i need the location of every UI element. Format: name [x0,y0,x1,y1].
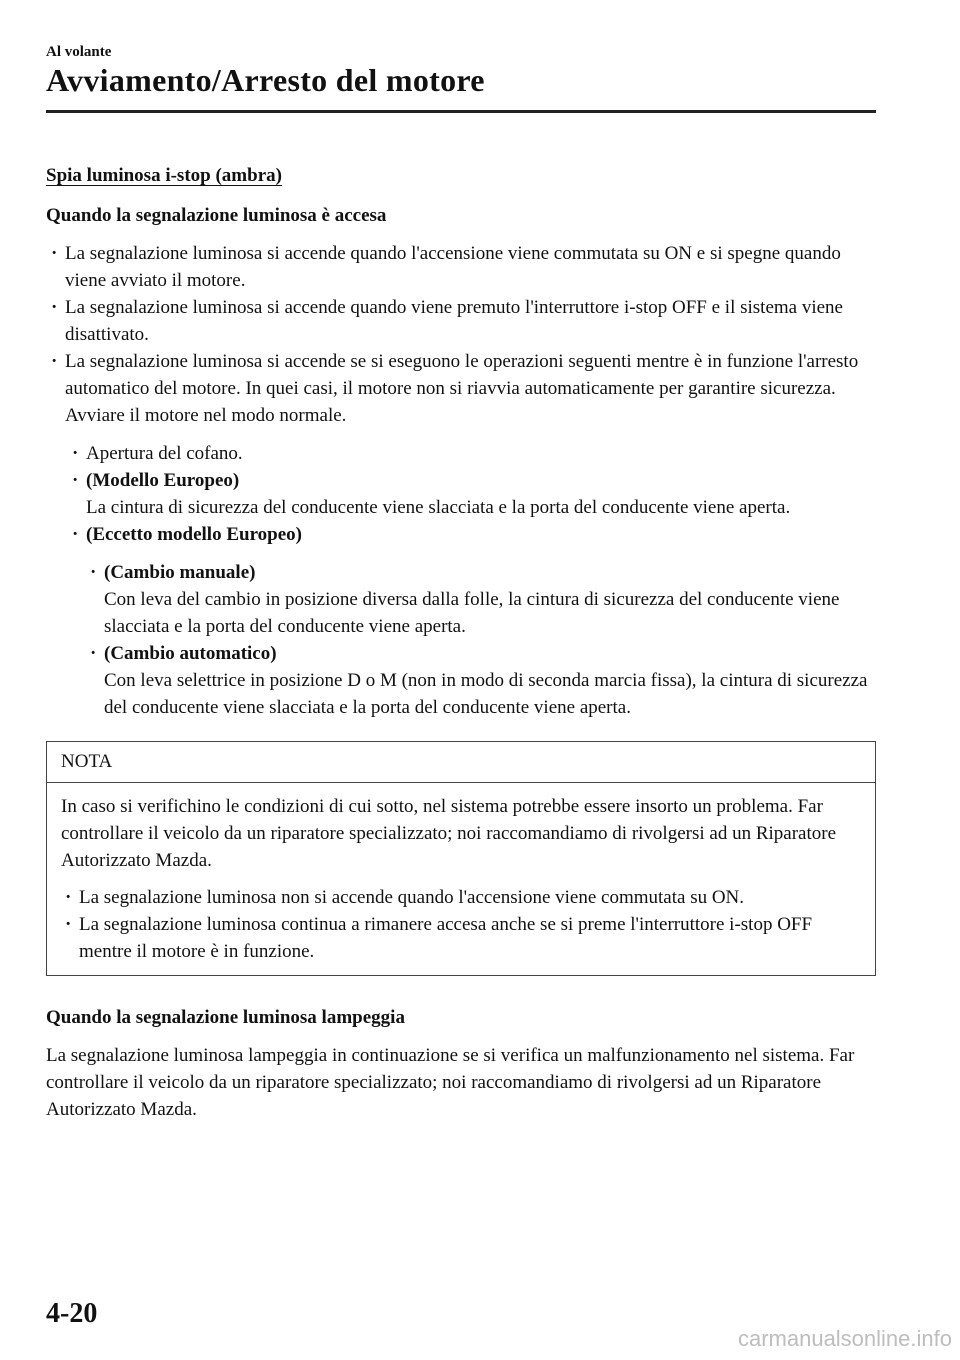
chapter-label: Al volante [46,44,112,60]
list-item-hood [86,440,876,467]
operations-list [46,440,876,548]
note-list [79,884,861,965]
list-item-non-eu [86,521,876,548]
list-item: · La segnalazione luminosa non si accende quando l'accensione viene commutata su ON. [79,884,861,911]
list-item-manual [104,559,876,640]
eu-label: (Modello Europeo) [86,470,240,491]
note-label: NOTA [47,742,875,783]
list-item: · La segnalazione luminosa si accende quando l'accensione viene commutata su ON e si spegne quando viene avviato il motore. [65,240,876,294]
title-divider [46,110,876,113]
note-body [47,783,875,975]
main-content [46,162,876,1123]
manual-text: Con leva del cambio in posizione diversa dalla folle, la cintura di sicurezza del conducente viene slacciata e la porta del conducente viene aperta. [104,589,840,637]
blinking-section [46,1004,876,1123]
list-item: · La segnalazione luminosa si accende se si eseguono le operazioni seguenti mentre è in funzione l'arresto automatico del motore. In quei casi, il motore non si riavvia automaticamente per garantire sicurezza. Avviare il motore nel modo normale. [65,348,876,429]
watermark: carmanualsonline.info [737,1326,952,1351]
subhead-lit: Quando la segnalazione luminosa è accesa [46,205,387,226]
note-box [46,741,876,976]
auto-text: Con leva selettrice in posizione D o M (non in modo di seconda marcia fissa), la cintura di sicurezza del conducente viene slacciata e la porta del conducente viene aperta. [104,670,868,718]
list-item: · La segnalazione luminosa continua a rimanere accesa anche se si preme l'interruttore i-stop OFF mentre il motore è in funzione. [79,911,861,965]
list-item-eu [86,467,876,521]
page-number: 4-20 [46,1298,98,1329]
lit-conditions-list [46,240,876,429]
transmission-list [46,559,876,721]
page-title: Avviamento/Arresto del motore [46,62,485,98]
note-text: In caso si verifichino le condizioni di cui sotto, nel sistema potrebbe essere insorto un problema. Far controllare il veicolo da un riparatore specializzato; noi raccomandiamo di rivolgersi ad un Riparatore Autorizzato Mazda. [61,796,837,871]
hood-text: Apertura del cofano. [86,443,243,464]
blinking-text: La segnalazione luminosa lampeggia in continuazione se si verifica un malfunzionamento nel sistema. Far controllare il veicolo da un riparatore specializzato; noi raccomandiamo di rivolgersi ad un Riparatore Autorizzato Mazda. [46,1045,855,1120]
list-item-auto [104,640,876,721]
section-title: Spia luminosa i-stop (ambra) [46,165,282,186]
eu-text: La cintura di sicurezza del conducente viene slacciata e la porta del conducente viene aperta. [86,497,791,518]
non-eu-label: (Eccetto modello Europeo) [86,524,302,545]
subhead-blinking: Quando la segnalazione luminosa lampeggia [46,1007,405,1028]
manual-label: (Cambio manuale) [104,562,256,583]
list-item: · La segnalazione luminosa si accende quando viene premuto l'interruttore i-stop OFF e il sistema viene disattivato. [65,294,876,348]
auto-label: (Cambio automatico) [104,643,277,664]
